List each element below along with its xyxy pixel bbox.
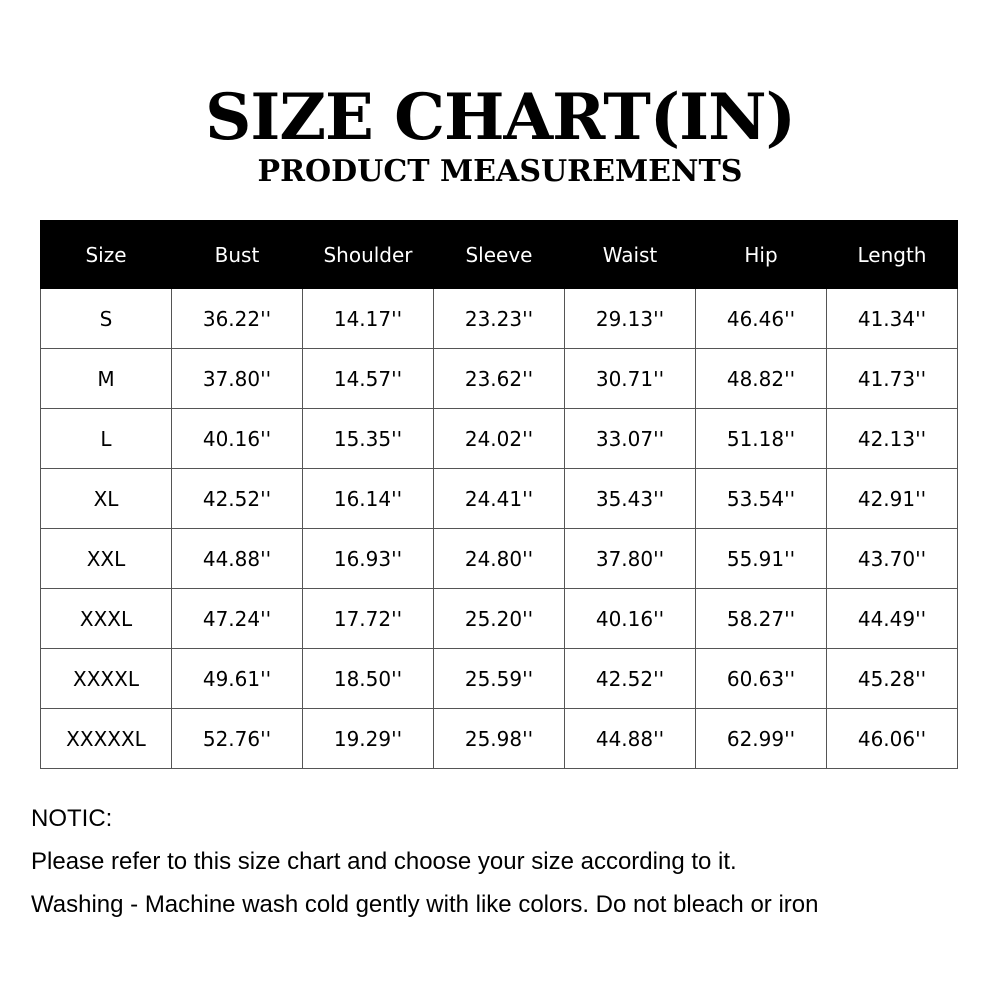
table-cell: 41.73'' xyxy=(827,349,958,409)
table-cell: 25.20'' xyxy=(434,589,565,649)
table-cell: 62.99'' xyxy=(696,709,827,769)
table-cell: 42.13'' xyxy=(827,409,958,469)
table-cell: 30.71'' xyxy=(565,349,696,409)
column-header-waist: Waist xyxy=(565,221,696,289)
table-cell: 14.57'' xyxy=(303,349,434,409)
column-header-size: Size xyxy=(41,221,172,289)
table-cell: 44.88'' xyxy=(565,709,696,769)
notes-heading: NOTIC: xyxy=(31,805,113,832)
table-row xyxy=(41,469,958,529)
column-header-length: Length xyxy=(827,221,958,289)
table-cell: 18.50'' xyxy=(303,649,434,709)
table-cell: 60.63'' xyxy=(696,649,827,709)
table-cell: XXL xyxy=(41,529,172,589)
table-cell: 48.82'' xyxy=(696,349,827,409)
table-cell: 41.34'' xyxy=(827,289,958,349)
column-header-hip: Hip xyxy=(696,221,827,289)
table-cell: 37.80'' xyxy=(172,349,303,409)
table-cell: 52.76'' xyxy=(172,709,303,769)
table-cell: 51.18'' xyxy=(696,409,827,469)
table-cell: 37.80'' xyxy=(565,529,696,589)
page-subtitle: PRODUCT MEASUREMENTS xyxy=(257,154,743,189)
table-cell: 45.28'' xyxy=(827,649,958,709)
table-cell: 55.91'' xyxy=(696,529,827,589)
table-cell: 23.62'' xyxy=(434,349,565,409)
table-cell: 42.52'' xyxy=(172,469,303,529)
table-cell: M xyxy=(41,349,172,409)
notes-line-size-advice: Please refer to this size chart and choose your size according to it. xyxy=(31,848,737,875)
table-row xyxy=(41,589,958,649)
table-cell: XL xyxy=(41,469,172,529)
table-cell: 14.17'' xyxy=(303,289,434,349)
table-cell: 43.70'' xyxy=(827,529,958,589)
page-title: SIZE CHART(IN) xyxy=(205,80,795,155)
table-cell: 42.52'' xyxy=(565,649,696,709)
table-cell: 33.07'' xyxy=(565,409,696,469)
notes-section xyxy=(31,797,818,926)
table-cell: 35.43'' xyxy=(565,469,696,529)
table-cell: 36.22'' xyxy=(172,289,303,349)
notes-line-washing: Washing - Machine wash cold gently with like colors. Do not bleach or iron xyxy=(31,891,819,918)
table-row xyxy=(41,289,958,349)
table-cell: 40.16'' xyxy=(172,409,303,469)
table-cell: 25.59'' xyxy=(434,649,565,709)
table-cell: 15.35'' xyxy=(303,409,434,469)
table-cell: 17.72'' xyxy=(303,589,434,649)
table-cell: 58.27'' xyxy=(696,589,827,649)
table-header-row xyxy=(41,221,958,289)
table-row xyxy=(41,349,958,409)
table-row xyxy=(41,409,958,469)
table-cell: 44.49'' xyxy=(827,589,958,649)
table-cell: 19.29'' xyxy=(303,709,434,769)
table-cell: 24.41'' xyxy=(434,469,565,529)
table-cell: S xyxy=(41,289,172,349)
table-cell: 44.88'' xyxy=(172,529,303,589)
table-cell: 42.91'' xyxy=(827,469,958,529)
column-header-shoulder: Shoulder xyxy=(303,221,434,289)
table-cell: XXXXXL xyxy=(41,709,172,769)
table-cell: 53.54'' xyxy=(696,469,827,529)
table-cell: 49.61'' xyxy=(172,649,303,709)
table-cell: 23.23'' xyxy=(434,289,565,349)
table-cell: XXXL xyxy=(41,589,172,649)
table-row xyxy=(41,529,958,589)
column-header-bust: Bust xyxy=(172,221,303,289)
table-cell: 24.80'' xyxy=(434,529,565,589)
table-cell: 25.98'' xyxy=(434,709,565,769)
table-cell: 46.46'' xyxy=(696,289,827,349)
table-cell: 46.06'' xyxy=(827,709,958,769)
table-row xyxy=(41,709,958,769)
table-cell: 40.16'' xyxy=(565,589,696,649)
table-cell: 16.14'' xyxy=(303,469,434,529)
table-cell: L xyxy=(41,409,172,469)
table-row xyxy=(41,649,958,709)
table-cell: 24.02'' xyxy=(434,409,565,469)
column-header-sleeve: Sleeve xyxy=(434,221,565,289)
table-cell: 29.13'' xyxy=(565,289,696,349)
size-chart-table xyxy=(40,220,958,769)
table-cell: 16.93'' xyxy=(303,529,434,589)
table-cell: 47.24'' xyxy=(172,589,303,649)
table-cell: XXXXL xyxy=(41,649,172,709)
